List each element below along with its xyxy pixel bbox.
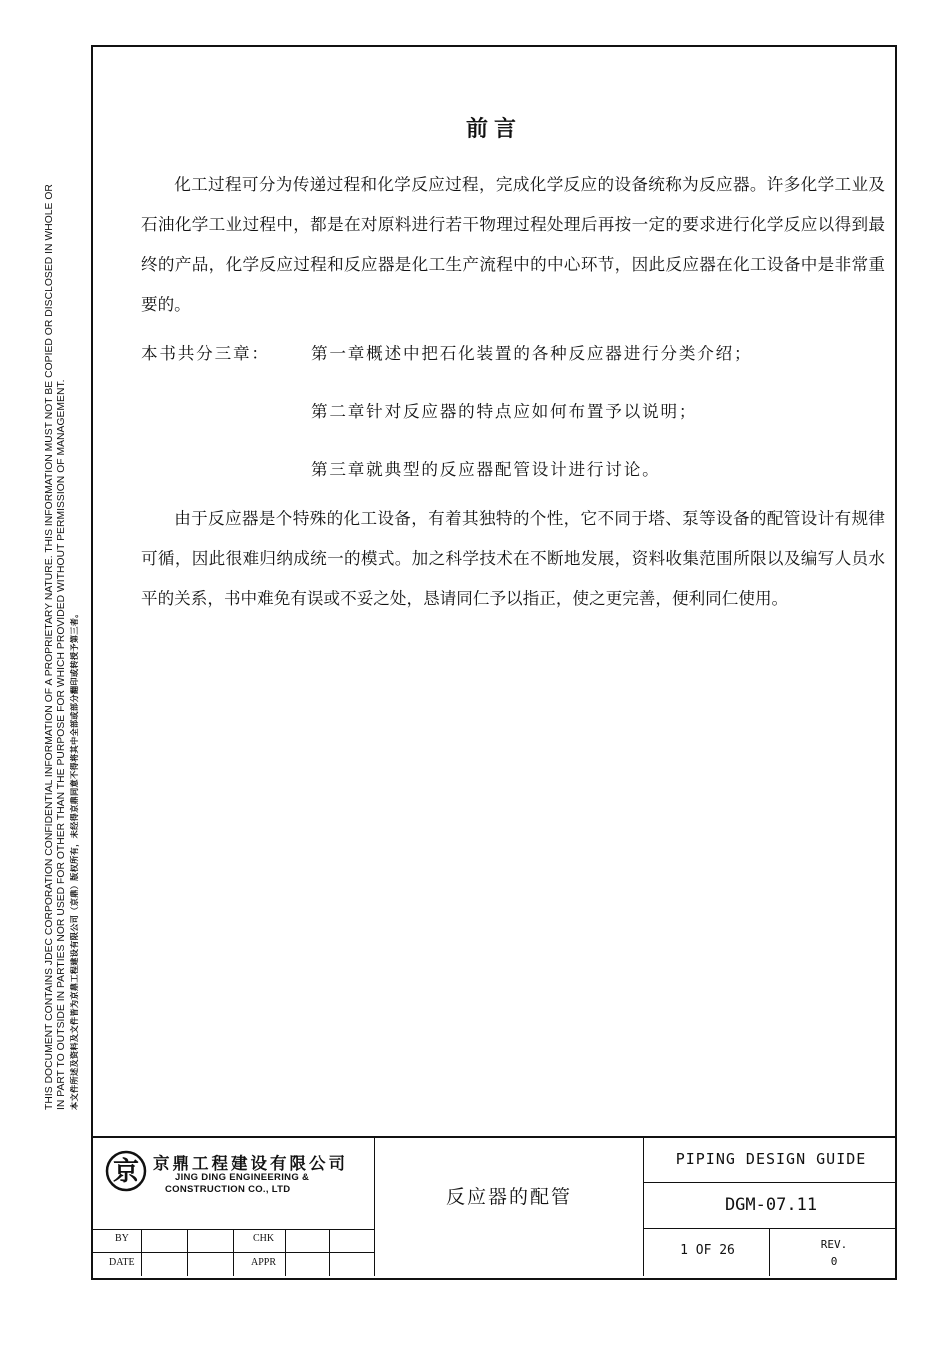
document-number: DGM-07.11 <box>724 1195 818 1215</box>
chapter-row-1 <box>141 325 885 383</box>
chapter-1: 第一章概述中把石化装置的各种反应器进行分类介绍； <box>311 344 753 363</box>
revision-value: 0 <box>830 1255 838 1268</box>
notice-line-1: THIS DOCUMENT CONTAINS JDEC CORPORATION CONFIDENTIAL INFORMATION OF A PROPRIETARY NATURE. THIS INFORMATION MUST NOT BE COPIED OR DISCLOSED IN WHOLE OR <box>44 184 55 1110</box>
chapter-list <box>141 325 885 499</box>
chk-label: CHK <box>253 1233 275 1244</box>
company-name-en-2: CONSTRUCTION CO., LTD <box>165 1184 291 1195</box>
chapter-2: 第二章针对反应器的特点应如何布置予以说明； <box>311 402 698 421</box>
revision-label: REV. <box>820 1238 848 1251</box>
preface-body <box>141 165 885 619</box>
revision <box>771 1236 897 1270</box>
company-logo-icon <box>105 1150 147 1192</box>
confidentiality-notice <box>44 90 80 1110</box>
chapter-row-3 <box>141 441 885 499</box>
svg-text:京: 京 <box>112 1157 140 1187</box>
chapter-3: 第三章就典型的反应器配管设计进行讨论。 <box>311 460 661 479</box>
page-title: 前言 <box>465 116 522 142</box>
page-number: 1 OF 26 <box>680 1243 735 1258</box>
by-label: BY <box>115 1233 129 1244</box>
company-name-en-1: JING DING ENGINEERING & <box>175 1172 310 1183</box>
document-title: 反应器的配管 <box>445 1186 572 1208</box>
chapter-list-lead: 本书共分三章： <box>141 344 270 363</box>
page-frame <box>91 45 897 1280</box>
date-label: DATE <box>109 1257 135 1268</box>
notice-line-2: IN PART TO OUTSIDE IN PARTIES NOR USED FOR OTHER THAN THE PURPOSE FOR WHICH PROVIDED WITHOUT PERMISSION OF MANAGEMENT. <box>56 379 67 1110</box>
appr-label: APPR <box>251 1257 277 1268</box>
paragraph-intro: 化工过程可分为传递过程和化学反应过程，完成化学反应的设备统称为反应器。许多化学工业及石油化学工业过程中，都是在对原料进行若干物理过程处理后再按一定的要求进行化学反应以得到最终的产品，化学反应过程和反应器是化工生产流程中的中心环节，因此反应器在化工设备中是非常重要的。 <box>141 175 885 314</box>
company-name-cn: 京鼎工程建设有限公司 <box>153 1154 348 1173</box>
notice-line-3: 本文件所述及资料及文件皆为京鼎工程建设有限公司（京鼎）版权所有，未经得京鼎同意不得将其中全部或部分翻印或转授予第三者。 <box>69 609 79 1110</box>
paragraph-closing: 由于反应器是个特殊的化工设备，有着其独特的个性，它不同于塔、泵等设备的配管设计有规律可循，因此很难归纳成统一的模式。加之科学技术在不断地发展，资料收集范围所限以及编写人员水平的关系，书中难免有误或不妥之处，恳请同仁予以指正，使之更完善，便利同仁使用。 <box>141 509 885 608</box>
chapter-row-2 <box>141 383 885 441</box>
guide-name: PIPING DESIGN GUIDE <box>675 1150 867 1168</box>
title-block <box>93 1136 895 1278</box>
